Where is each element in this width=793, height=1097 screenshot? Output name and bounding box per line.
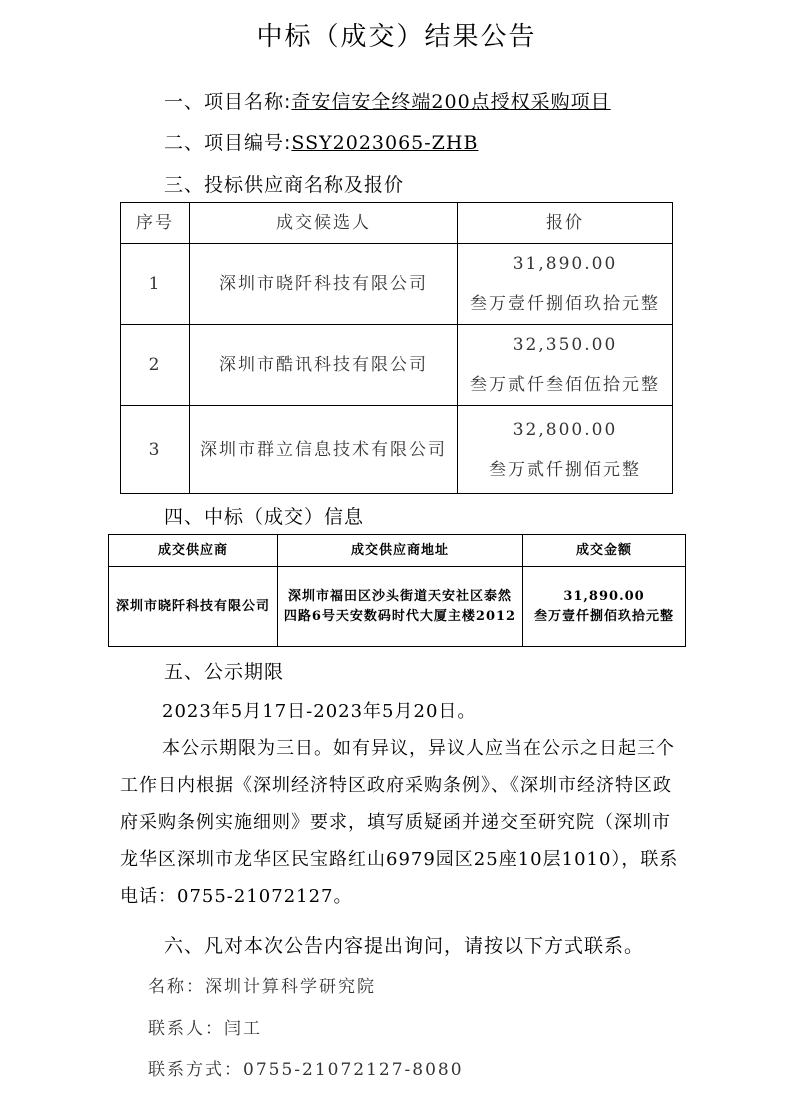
project-name-value: 奇安信安全终端200点授权采购项目 xyxy=(291,91,611,113)
contact-heading: 六、凡对本次公告内容提出询问，请按以下方式联系。 xyxy=(164,935,645,957)
contact-phone: 联系方式：0755-21072127-8080 xyxy=(148,1060,464,1080)
project-number-line xyxy=(164,128,478,155)
row-price xyxy=(458,406,673,494)
header-candidate: 成交候选人 xyxy=(190,203,458,244)
project-name-label: 一、项目名称: xyxy=(164,91,292,113)
price-number: 31,890.00 xyxy=(512,254,618,274)
period-heading: 五、公示期限 xyxy=(164,661,285,683)
header-supplier: 成交供应商 xyxy=(109,535,278,567)
project-name-line xyxy=(164,87,611,114)
price-number: 32,350.00 xyxy=(512,335,618,355)
row-candidate: 深圳市群立信息技术有限公司 xyxy=(190,406,458,494)
row-price xyxy=(458,244,673,325)
price-number: 32,800.00 xyxy=(512,419,618,440)
header-no: 序号 xyxy=(121,203,190,244)
project-number-value: SSY2023065-ZHB xyxy=(291,132,479,154)
table-row xyxy=(121,244,673,325)
row-no: 2 xyxy=(121,325,190,406)
header-price: 报价 xyxy=(458,203,673,244)
page-title: 中标（成交）结果公告 xyxy=(256,22,537,52)
row-no: 3 xyxy=(121,406,190,494)
header-amount: 成交金额 xyxy=(523,535,686,567)
table-row xyxy=(121,406,673,494)
row-no: 1 xyxy=(121,244,190,325)
amount-chinese: 叁万壹仟捌佰玖拾元整 xyxy=(533,608,674,624)
award-table-header xyxy=(109,535,686,567)
award-address: 深圳市福田区沙头街道天安社区泰然四路6号天安数码时代大厦主楼2012 xyxy=(278,567,523,647)
row-candidate: 深圳市晓阡科技有限公司 xyxy=(190,244,458,325)
award-amount xyxy=(523,567,686,647)
award-table xyxy=(108,534,686,647)
amount-number: 31,890.00 xyxy=(563,588,645,604)
period-text: 2023年5月17日-2023年5月20日。 xyxy=(162,701,477,722)
header-address: 成交供应商地址 xyxy=(278,535,523,567)
table-row xyxy=(109,567,686,647)
award-supplier: 深圳市晓阡科技有限公司 xyxy=(109,567,278,647)
table-row xyxy=(121,325,673,406)
contact-name: 名称：深圳计算科学研究院 xyxy=(148,977,376,997)
price-chinese: 叁万贰仟捌佰元整 xyxy=(489,459,641,480)
project-number-label: 二、项目编号: xyxy=(164,132,292,154)
price-chinese: 叁万贰仟叁佰伍拾元整 xyxy=(470,375,660,395)
row-candidate: 深圳市酷讯科技有限公司 xyxy=(190,325,458,406)
bid-table-header xyxy=(121,203,673,244)
contact-person: 联系人：闫工 xyxy=(148,1019,262,1039)
row-price xyxy=(458,325,673,406)
award-heading: 四、中标（成交）信息 xyxy=(164,506,365,528)
notice-text: 本公示期限为三日。如有异议，异议人应当在公示之日起三个工作日内根据《深圳经济特区政府采购条例》、《深圳市经济特区政府采购条例实施细则》要求，填写质疑函并递交至研究院（深圳市龙华区深圳市龙华区民宝路红山6979园区25座10层1010），联系电话：0755-21072127。 xyxy=(120,738,679,907)
bidders-heading: 三、投标供应商名称及报价 xyxy=(164,174,405,196)
price-chinese: 叁万壹仟捌佰玖拾元整 xyxy=(470,294,660,314)
bid-table xyxy=(120,202,673,494)
